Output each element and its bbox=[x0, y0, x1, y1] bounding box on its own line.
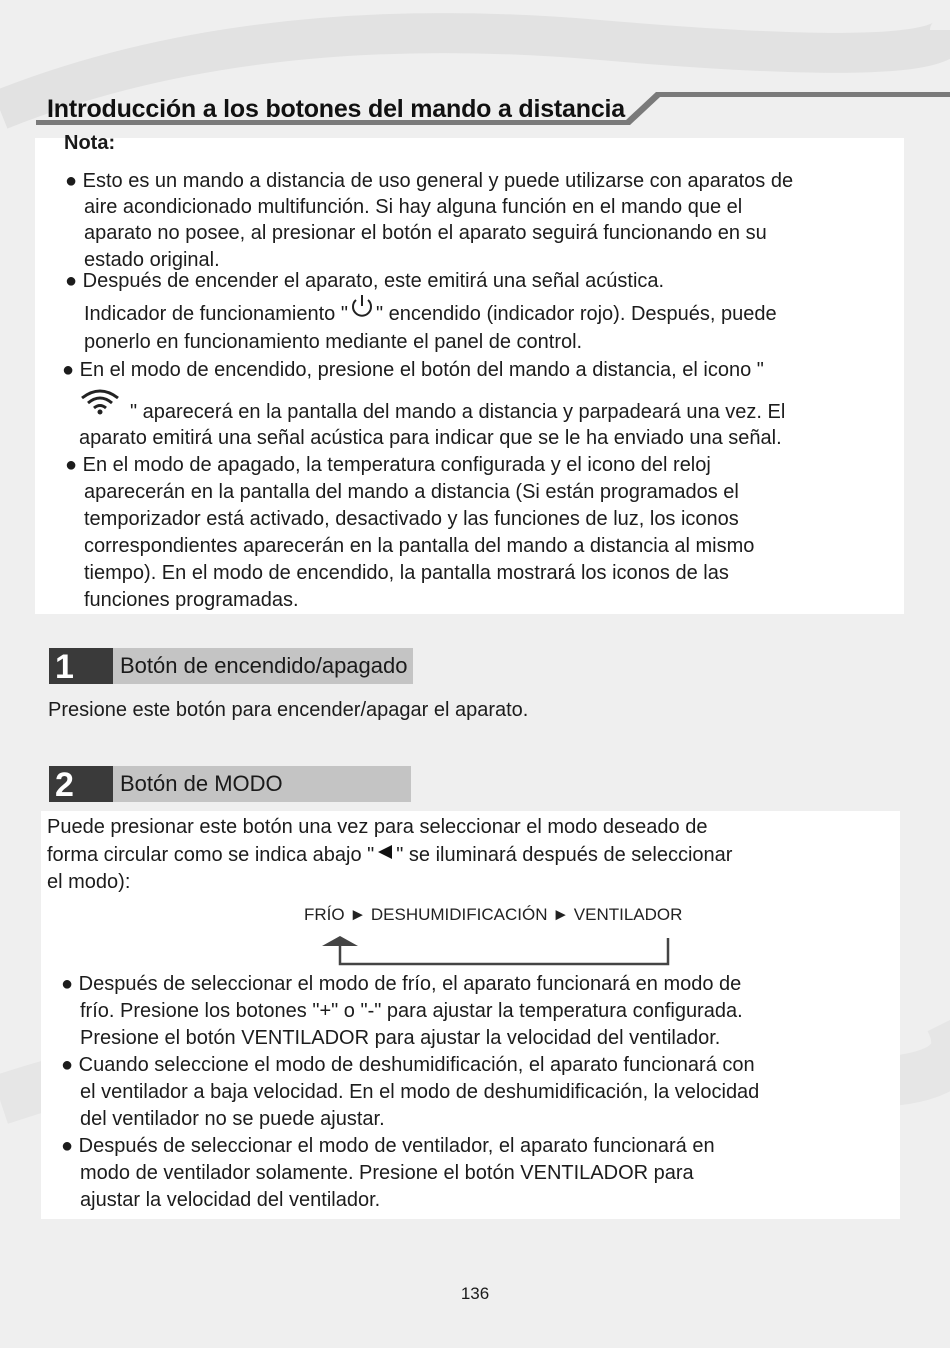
section-2-header bbox=[49, 766, 411, 802]
nota-bullet-1-line: aire acondicionado multifunción. Si hay alguna función en el mando que el bbox=[84, 196, 743, 218]
nota-bullet-2-line: ● Después de encender el aparato, este emitirá una señal acústica. bbox=[65, 270, 665, 292]
intro-text-pre: forma circular como se indica abajo " bbox=[47, 844, 375, 866]
indicator-text-post: " encendido (indicador rojo). Después, puede bbox=[375, 303, 777, 325]
mode-cycle-flow: FRÍO ► DESHUMIDIFICACIÓN ► VENTILADOR bbox=[304, 905, 683, 924]
page-number: 136 bbox=[460, 1284, 490, 1303]
page-title-bar bbox=[36, 88, 950, 134]
nota-bullet-4-line: ● En el modo de apagado, la temperatura configurada y el icono del reloj bbox=[65, 454, 711, 476]
section-2-bullet-line: ● Después de seleccionar el modo de frío, el aparato funcionará en modo de bbox=[61, 973, 742, 995]
nota-bullet-3-line: ● En el modo de encendido, presione el botón del mando a distancia, el icono " bbox=[62, 359, 764, 381]
section-2-number: 2 bbox=[49, 766, 113, 802]
section-2-title: Botón de MODO bbox=[120, 771, 283, 796]
section-2-bullet-line: ● Cuando seleccione el modo de deshumidificación, el aparato funcionará con bbox=[61, 1054, 755, 1076]
nota-bullet-4-line: tiempo). En el modo de encendido, la pantalla mostrará los iconos de las bbox=[84, 562, 729, 584]
section-1-text: Presione este botón para encender/apagar el aparato. bbox=[48, 699, 529, 721]
nota-bullet-4-line: aparecerán en la pantalla del mando a distancia (Si están programados el bbox=[84, 481, 739, 503]
section-2-intro-line bbox=[47, 842, 732, 869]
section-1-header bbox=[49, 648, 413, 684]
section-2-intro-line: Puede presionar este botón una vez para seleccionar el modo deseado de bbox=[47, 816, 708, 838]
page-title: Introducción a los botones del mando a distancia bbox=[47, 95, 625, 123]
section-1-title: Botón de encendido/apagado bbox=[120, 653, 408, 678]
nota-bullet-3-line: " aparecerá en la pantalla del mando a distancia y parpadeará una vez. El bbox=[130, 401, 786, 423]
section-2-bullet-line: ajustar la velocidad del ventilador. bbox=[80, 1189, 381, 1211]
section-2-bullet-line: el ventilador a baja velocidad. En el modo de deshumidificación, la velocidad bbox=[80, 1081, 760, 1103]
nota-label: Nota: bbox=[64, 132, 116, 154]
nota-bullet-4-line: temporizador está activado, desactivado y las funciones de luz, los iconos bbox=[84, 508, 739, 530]
section-1-number: 1 bbox=[49, 648, 113, 684]
triangle-left-icon bbox=[374, 842, 396, 869]
nota-bullet-2-line bbox=[84, 301, 777, 328]
signal-icon bbox=[78, 388, 122, 421]
section-2-intro-line: el modo): bbox=[47, 871, 131, 893]
indicator-text-pre: Indicador de funcionamiento " bbox=[84, 303, 348, 325]
section-2-bullet-line: del ventilador no se puede ajustar. bbox=[80, 1108, 385, 1130]
nota-bullet-1-line: estado original. bbox=[84, 249, 220, 271]
section-2-bullet-line: modo de ventilador solamente. Presione el botón VENTILADOR para bbox=[80, 1162, 694, 1184]
mode-cycle-return-arrow bbox=[320, 934, 672, 968]
section-2-bullet-line: ● Después de seleccionar el modo de ventilador, el aparato funcionará en bbox=[61, 1135, 715, 1157]
nota-bullet-3-line: aparato emitirá una señal acústica para indicar que se le ha enviado una señal. bbox=[79, 427, 782, 449]
power-icon bbox=[348, 301, 376, 328]
nota-bullet-4-line: funciones programadas. bbox=[84, 589, 299, 611]
intro-text-post: " se iluminará después de seleccionar bbox=[396, 844, 733, 866]
section-2-bullet-line: frío. Presione los botones "+" o "-" para ajustar la temperatura configurada. bbox=[80, 1000, 743, 1022]
section-2-bullet-line: Presione el botón VENTILADOR para ajustar la velocidad del ventilador. bbox=[80, 1027, 721, 1049]
nota-bullet-1-line: ● Esto es un mando a distancia de uso general y puede utilizarse con aparatos de bbox=[65, 170, 794, 192]
nota-bullet-1-line: aparato no posee, al presionar el botón el aparato seguirá funcionando en su bbox=[84, 222, 767, 244]
nota-bullet-2-line: ponerlo en funcionamiento mediante el panel de control. bbox=[84, 331, 583, 353]
nota-bullet-4-line: correspondientes aparecerán en la pantalla del mando a distancia al mismo bbox=[84, 535, 755, 557]
